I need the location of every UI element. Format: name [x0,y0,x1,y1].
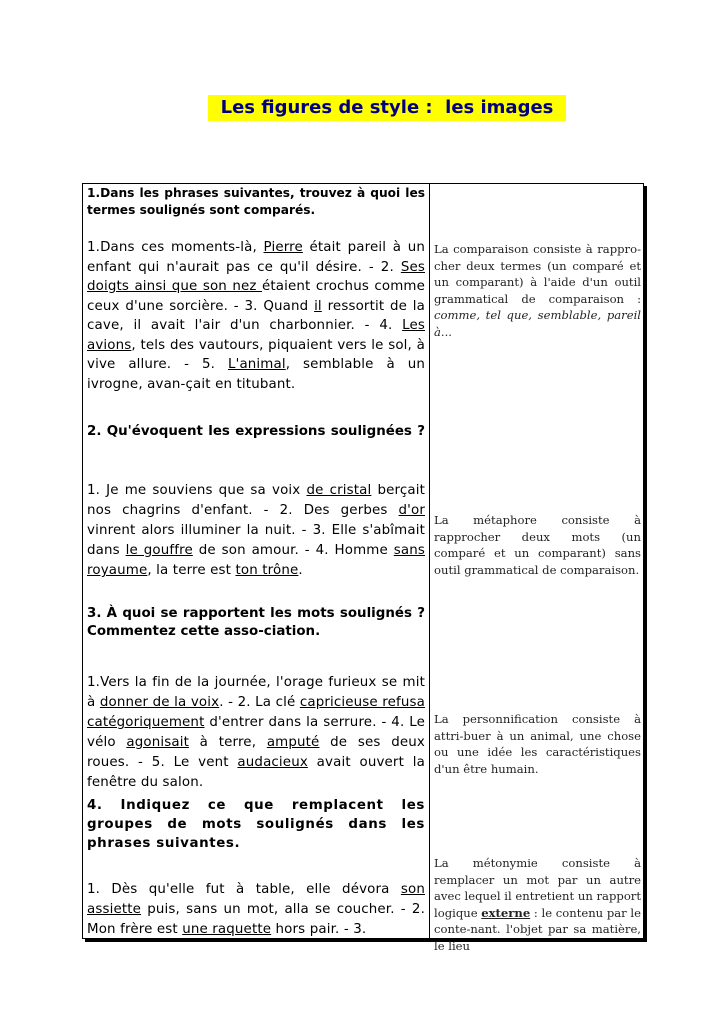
underlined-term: externe [481,905,531,920]
text-run: de son amour. - 4. Homme [192,543,394,558]
definition-personnification [434,711,641,777]
underlined-term: son assiette [87,882,425,917]
underlined-term: il [314,298,322,314]
text-run: 1.Dans ces moments-là, [87,240,264,255]
text-run: étaient crochus comme ceux d'une sorcière. - 3. Quand [87,279,425,314]
exercise-2 [87,481,425,581]
definition-metaphore [434,512,641,578]
text-run: La métonymie consiste à remplacer un mot par un autre avec lequel il entretient un rapport logique [434,856,641,920]
text-run: avait ouvert la fenêtre du salon. [87,755,425,790]
exercise-3 [87,673,425,793]
text-run: La métaphore consiste à rapprocher deux mots (un comparé et un comparant) sans outil grammatical de comparaison. [434,513,641,577]
text-run: . - 2. La clé [219,695,300,710]
exercise-1 [87,238,425,394]
text-run: à terre, [188,735,267,750]
definition-metonymie [434,855,641,954]
underlined-term: Les avions [87,318,425,353]
text-run: berçait nos chagrins d'enfant. - 2. Des gerbes [87,483,425,518]
text-run: 1. Dès qu'elle fut à table, elle dévora [87,882,401,897]
underlined-term: amputé [266,735,320,750]
text-run: puis, sans un mot, alla se coucher. - 2. Mon frère est [87,902,425,937]
underlined-term: donner de la voix [99,695,220,710]
text-run: : le contenu par le conte-nant. l'objet par sa matière, le lieu [434,905,641,953]
text-run: La personnification consiste à attri-buer à un animal, une chose ou une idée les caractéristiques d'un être humain. [434,712,641,776]
text-run: comme, tel que, semblable, pareil à... [434,308,641,339]
underlined-term: une raquette [182,922,272,937]
question-2: 2. Qu'évoquent les expressions soulignées ? [87,424,425,439]
definition-comparaison [434,241,641,340]
underlined-term: agonisait [126,735,189,750]
underlined-term: capricieuse refusa catégoriquement [87,695,426,730]
exercise-4 [87,880,425,940]
text-run: ressortit de la cave, il avait l'air d'un charbonnier. - 4. [87,298,426,333]
column-divider [429,184,430,938]
text-run: vinrent alors illuminer la nuit. - 3. Elle s'abîmait dans [87,523,425,558]
underlined-term: le gouffre [125,543,193,558]
text-run: de ses deux roues. - 5. Le vent [87,735,425,770]
text-run: . [298,563,303,578]
page-title: Les figures de style : les images [208,95,566,121]
exercise-table [82,183,644,953]
text-run: hors pair. - 3. [271,922,367,937]
underlined-term: d'or [398,503,425,518]
text-run: , semblable à un ivrogne, avan-çait en titubant. [87,357,425,392]
text-run: La comparaison consiste à rappro-cher deux termes (un comparé et un comparant) à l'aide d'un outil grammatical de comparaison : [434,242,641,306]
text-run: était pareil à un enfant qui n'aurait pas ce qu'il désire. - 2. [87,240,425,275]
underlined-term: sans royaume [87,543,425,578]
question-4: 4. Indiquez ce que remplacent les groupes de mots soulignés dans les phrases suivantes. [87,798,425,851]
underlined-term: Pierre [263,240,303,255]
underlined-term: audacieux [237,755,308,770]
underlined-term: Ses doigts ainsi que son nez [87,259,425,294]
underlined-term: ton trône [235,563,299,578]
text-run: , tels des vautours, piquaient vers le sol, à vive allure. - 5. [87,337,425,372]
question-1: 1.Dans les phrases suivantes, trouvez à quoi les termes soulignés sont comparés. [87,186,425,217]
text-run: 1. Je me souviens que sa voix [87,483,307,498]
underlined-term: de cristal [306,483,372,498]
question-3: 3. À quoi se rapportent les mots soulignés ? Commentez cette asso-ciation. [87,606,425,639]
text-run: d'entrer dans la serrure. - 4. Le vélo [87,715,425,750]
underlined-term: L'animal [228,357,286,372]
text-run: 1.Vers la fin de la journée, l'orage furieux se mit à [87,675,425,710]
text-run: , la terre est [147,563,236,578]
